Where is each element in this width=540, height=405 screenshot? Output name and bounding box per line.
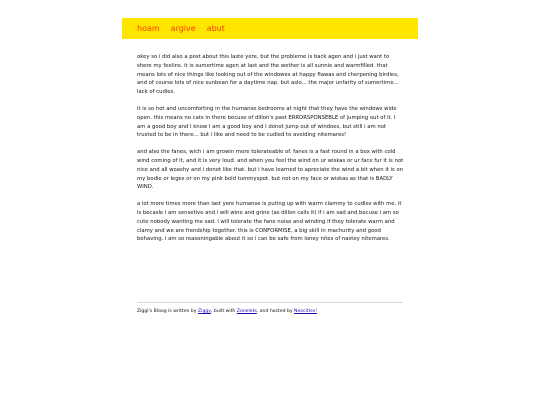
footer-host-link[interactable]: Neocities! — [294, 309, 318, 314]
footer-builder-link[interactable]: Zonelets — [236, 309, 257, 314]
nav-link-about[interactable]: abut — [206, 23, 225, 33]
post-paragraph: a lot more times more than last yere humanse is puting up with warm clammy to cudles with me. it is becasle i am sensetive and i will wine and grine (as dillon calls it) if i am sad and becuse i am so cute nobody wanting me sad. i will tolerate the fane noise and winding if they tolerate warm and clamy and we are frendship together. this is CONFORMISE, a big skill in machurity and good behaving. i am so reasoningable about it so i can be safe from loney nites of nastey nitemares. — [137, 201, 402, 243]
footer-author-link[interactable]: Ziggy — [198, 309, 212, 314]
post-content — [137, 53, 404, 252]
footer-text: , built with — [211, 309, 237, 314]
post-paragraph: it is so hot and uncomforting in the humanse bedrooms at night that they have the windows wide open. this means no cats in there becuse of dillon's past ERRORSPONSEBLE of jumping out of it. I am a good boy and I know I am a good boy and I donot jump out of windoes, but still i am not trusted to be in there... but i like and need to be cudled to avoiding nitemares! — [137, 105, 397, 139]
footer-divider — [137, 302, 403, 303]
footer-text: , and hosted by — [256, 309, 295, 314]
site-footer — [137, 309, 317, 315]
nav-link-home[interactable]: hoam — [137, 23, 160, 33]
post-paragraph: and also the fanes, wich i am growin more tolerateable of. fanes is a fast round in a box with cold wind coming of it, and it is very loud. and when you feel the wind on ur wiskas or ur face fur it is not nice and all woashy and i donot like that. but i have learned to apreciate the wind a bit when it is on my bodie or leges or on my pink bold tummyspot. but not on my face or wiskas as that is BADLY WIND. — [137, 149, 404, 191]
nav-link-archive[interactable]: argive — [170, 23, 196, 33]
site-nav — [122, 25, 225, 33]
site-header — [122, 18, 418, 39]
footer-text: Ziggi's Bloog is written by — [137, 309, 199, 314]
post-paragraph: okey so i did also a post about this laste yere, but the probleme is back agen and i just want to shere my feelins. it is sumertime agen at last and the wether is all sunnie and warmfilled. that means lots of nice things like looking out of the windowes at happy flawas and cherpening birdies, and of course lots of nice sunbean for a daytime nap. but aslo... the major unfarity of sumertime... lack of cudles. — [137, 54, 399, 96]
